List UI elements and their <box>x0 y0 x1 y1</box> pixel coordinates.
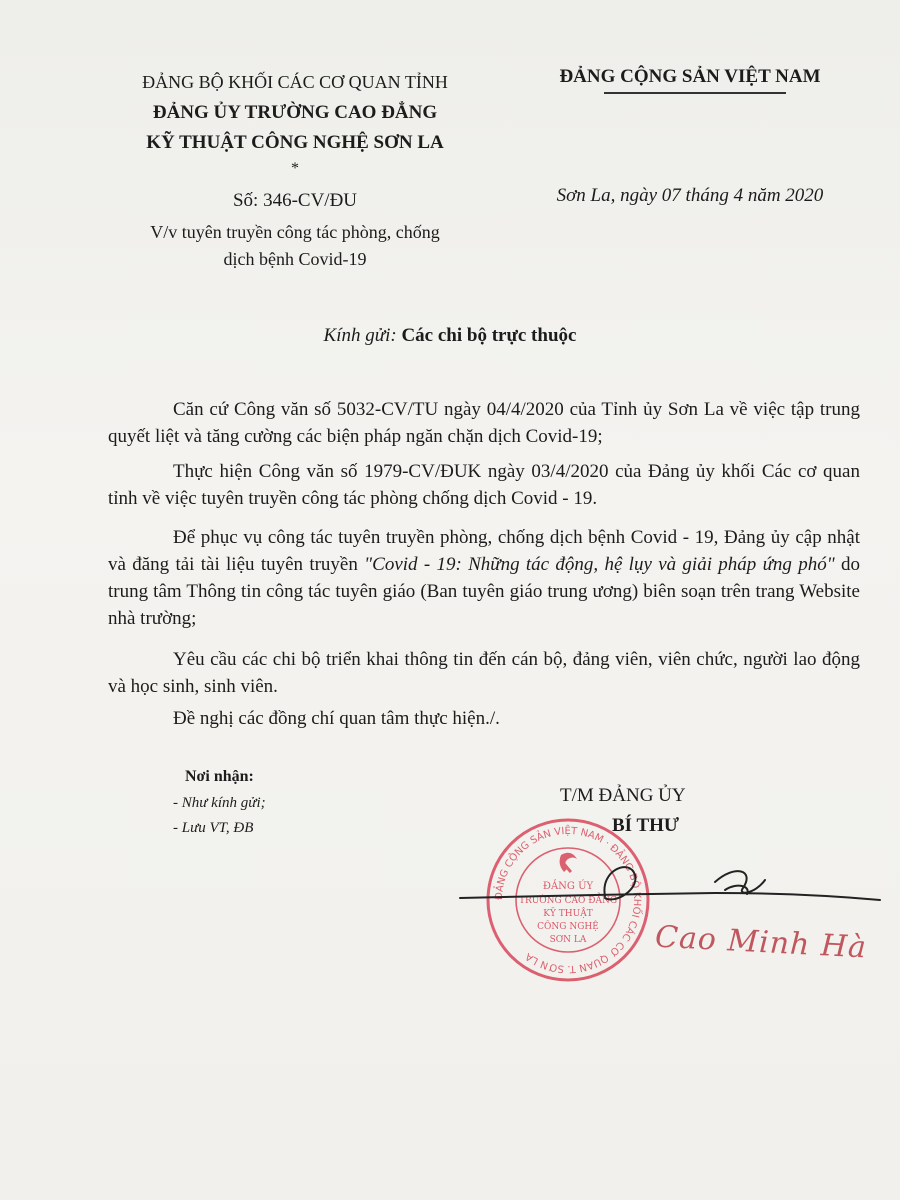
greeting-recipient: Các chi bộ trực thuộc <box>401 325 577 346</box>
body-paragraph-4: Yêu cầu các chi bộ triển khai thông tin đến cán bộ, đảng viên, viên chức, người lao động và học sinh, sinh viên. <box>108 649 860 697</box>
recipients-item: - Như kính gửi; <box>173 795 266 811</box>
document-title-italic: "Covid - 19: Những tác động, hệ lụy và giải pháp ứng phó" <box>364 554 835 575</box>
stamp-line: TRƯỜNG CAO ĐẲNG <box>518 896 618 906</box>
stamp-ring-text: ĐẢNG CỘNG SẢN VIỆT NAM · ĐẢNG BỘ KHỐI CÁC CƠ QUAN T. SƠN LA <box>493 825 643 975</box>
sign-on-behalf: T/M ĐẢNG ỦY <box>560 785 686 806</box>
body-paragraph-5: Đề nghị các đồng chí quan tâm thực hiện./. <box>173 708 500 729</box>
party-title-underline <box>604 92 786 94</box>
sign-role: BÍ THƯ <box>612 815 680 836</box>
body-paragraph-2: Thực hiện Công văn số 1979-CV/ĐUK ngày 03/4/2020 của Đảng ủy khối Các cơ quan tỉnh về việc tuyên truyền công tác phòng chống dịch Covid - 19. <box>108 461 860 509</box>
place-date: Sơn La, ngày 07 tháng 4 năm 2020 <box>556 185 824 206</box>
stamp-line: ĐẢNG ỦY <box>542 881 594 892</box>
handwritten-signature <box>455 860 885 920</box>
org-star-mark: * <box>291 160 299 177</box>
body-paragraph-1: Căn cứ Công văn số 5032-CV/TU ngày 04/4/2020 của Tỉnh ủy Sơn La về việc tập trung quyết liệt và tăng cường các biện pháp ngăn chặn dịch Covid-19; <box>108 399 860 447</box>
signer-name: Cao Minh Hà <box>654 919 868 966</box>
org-parent-name: ĐẢNG BỘ KHỐI CÁC CƠ QUAN TỈNH <box>142 72 448 92</box>
party-title: ĐẢNG CỘNG SẢN VIỆT NAM <box>559 66 821 87</box>
stamp-line: SƠN LA <box>549 935 587 945</box>
org-committee-name: ĐẢNG ỦY TRƯỜNG CAO ĐẲNG <box>152 102 438 123</box>
recipients-title: Nơi nhận: <box>185 768 254 785</box>
recipients-item: - Lưu VT, ĐB <box>173 820 254 836</box>
greeting <box>0 325 900 347</box>
greeting-label: Kính gửi: <box>323 325 397 346</box>
subject-line-2: dịch bệnh Covid-19 <box>223 249 367 269</box>
subject-line-1: V/v tuyên truyền công tác phòng, chống <box>150 222 440 242</box>
org-school-name: KỸ THUẬT CÔNG NGHỆ SƠN LA <box>146 132 444 153</box>
body-paragraph-3: Để phục vụ công tác tuyên truyền phòng, chống dịch bệnh Covid - 19, Đảng ủy cập nhật và đăng tải tài liệu tuyên truyền "Covid - 19: Những tác động, hệ lụy và giải pháp ứng phó" do trung tâm Thông tin công tác tuyên giáo (Ban tuyên giáo trung ương) biên soạn trên trang Website nhà trường; <box>108 527 861 629</box>
document-number: Số: 346-CV/ĐU <box>232 190 358 211</box>
stamp-line: CÔNG NGHỆ <box>537 922 599 932</box>
stamp-line: KỸ THUẬT <box>543 909 593 919</box>
